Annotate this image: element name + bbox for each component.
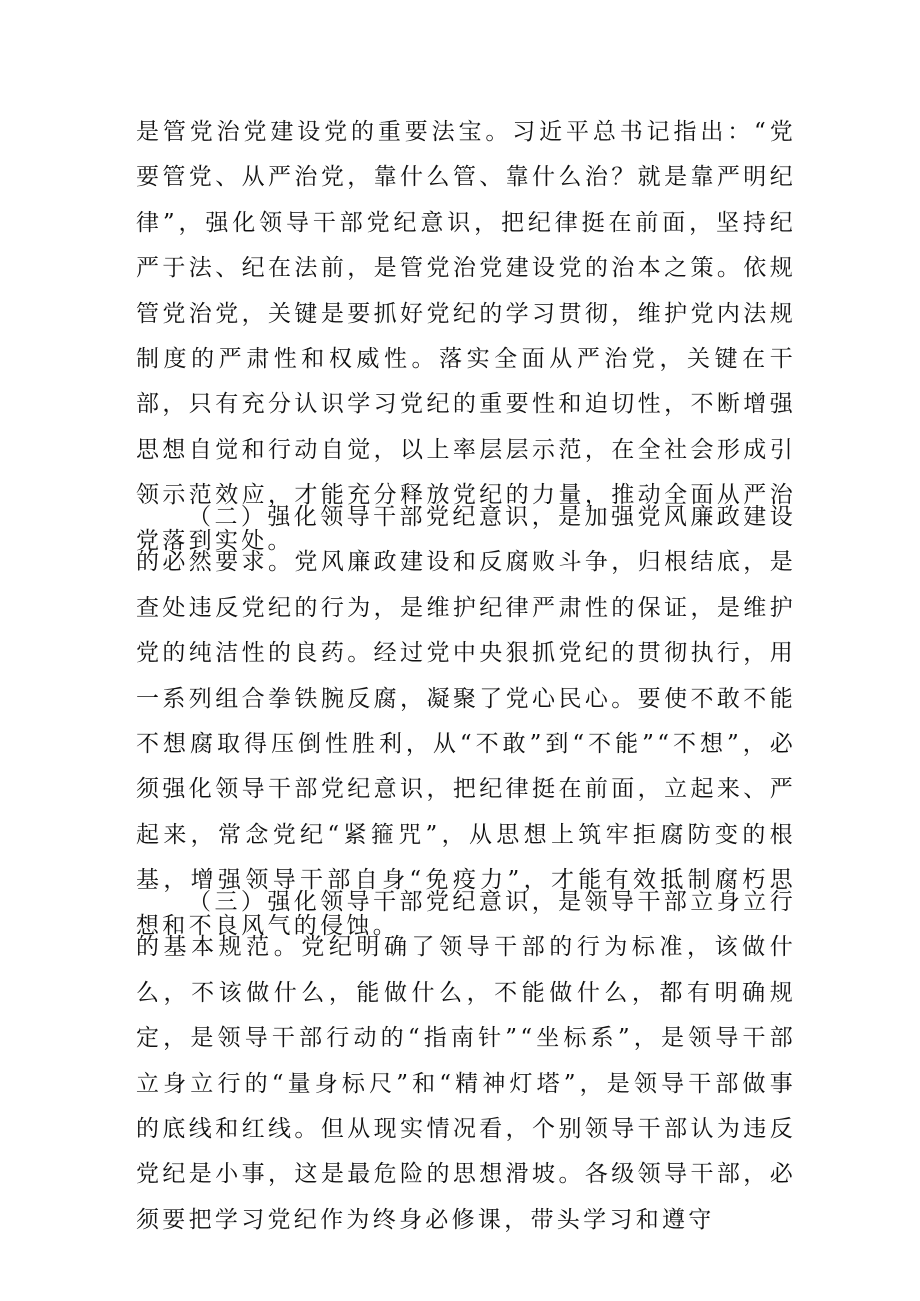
paragraph-2-text: （二）强化领导干部党纪意识，是加强党风廉政建设的必然要求。党风廉政建设和反腐败斗争，归根结底，是查处违反党纪的行为，是维护纪律严肃性的保证，是维护党的纯洁性的良药。经过党中央狠抓党纪的贯彻执行，用一系列组合拳铁腕反腐，凝聚了党心民心。要使不敢不能不想腐取得压倒性胜利，从“不敢”到“不能”“不想”，必须强化领导干部党纪意识，把纪律挺在前面，立起来、严起来，常念党纪“紧箍咒”，从思想上筑牢拒腐防变的根基，增强领导干部自身“免疫力”，才能有效抵制腐朽思想和不良风气的侵蚀。 xyxy=(136,504,796,939)
paragraph-1-text: 是管党治党建设党的重要法宝。习近平总书记指出：“党要管党、从严治党，靠什么管、靠什么治？就是靠严明纪律”，强化领导干部党纪意识，把纪律挺在前面，坚持纪严于法、纪在法前，是管党治党建设党的治本之策。依规管党治党，关键是要抓好党纪的学习贯彻，维护党内法规制度的严肃性和权威性。落实全面从严治党，关键在干部，只有充分认识学习党纪的重要性和迫切性，不断增强思想自觉和行动自觉，以上率层层示范，在全社会形成引领示范效应，才能充分释放党纪的力量，推动全面从严治党落到实处。 xyxy=(136,119,796,554)
paragraph-3-text: （三）强化领导干部党纪意识，是领导干部立身立行的基本规范。党纪明确了领导干部的行为标准，该做什么，不该做什么，能做什么，不能做什么，都有明确规定，是领导干部行动的“指南针”“坐标系”，是领导干部立身立行的“量身标尺”和“精神灯塔”，是领导干部做事的底线和红线。但从现实情况看，个别领导干部认为违反党纪是小事，这是最危险的思想滑坡。各级领导干部，必须要把学习党纪作为终身必修课，带头学习和遵守 xyxy=(136,889,796,1233)
paragraph-3 xyxy=(136,880,796,1243)
